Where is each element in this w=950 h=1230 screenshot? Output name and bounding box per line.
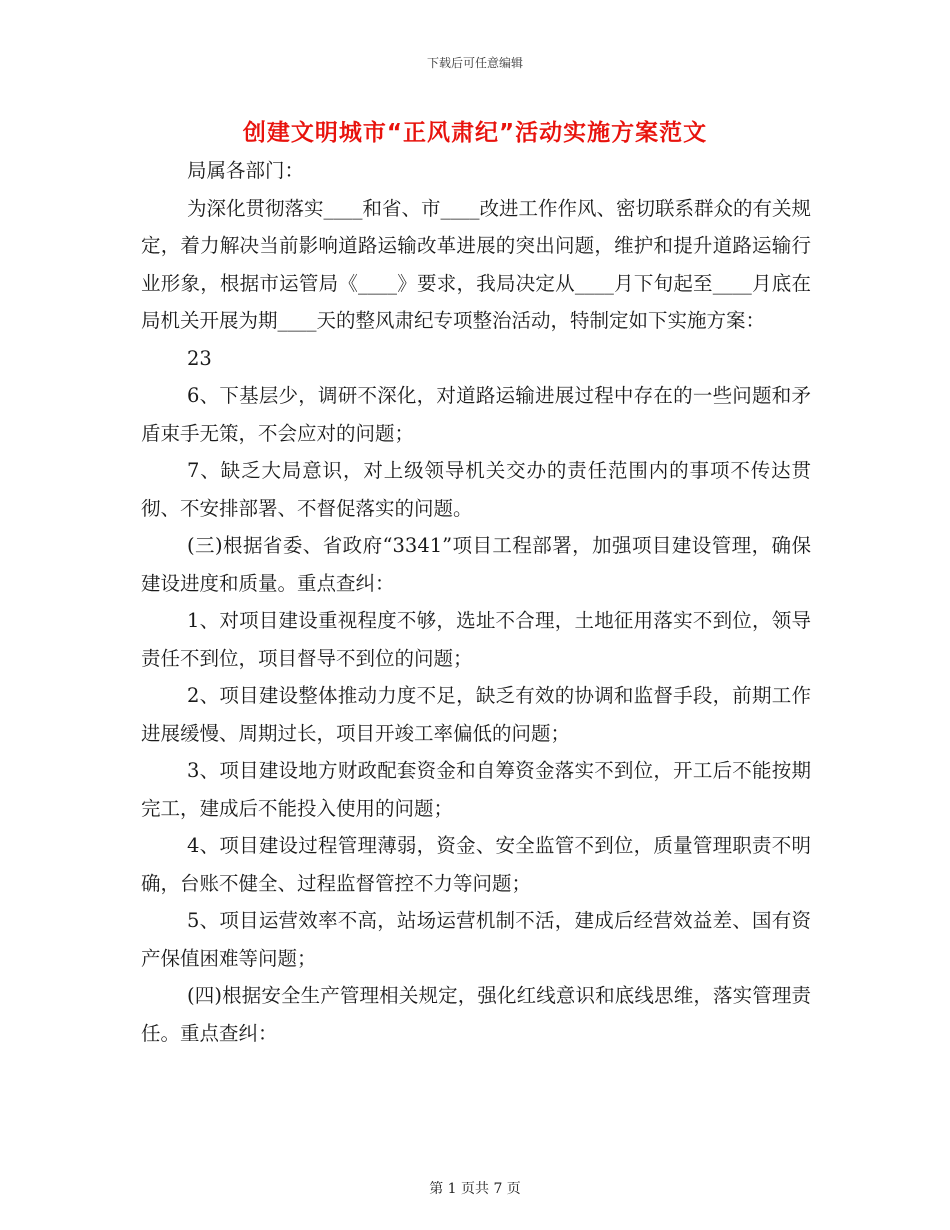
paragraph-number: 23 xyxy=(187,346,212,370)
paragraph-salutation: 局属各部门： xyxy=(187,159,305,182)
document-title: 创建文明城市“正风肃纪”活动实施方案范文 xyxy=(242,120,708,146)
paragraph-item-1: 1、对项目建设重视程度不够，选址不合理，土地征用落实不到位，领导责任不到位，项目督导不到位的问题； xyxy=(141,609,811,670)
page-number: 第 1 页共 7 页 xyxy=(429,1181,521,1197)
paragraph-section-3: (三)根据省委、省政府“3341”项目工程部署，加强项目建设管理，确保建设进度和质量。重点查纠： xyxy=(141,534,811,595)
paragraph-item-2: 2、项目建设整体推动力度不足，缺乏有效的协调和监督手段，前期工作进展缓慢、周期过长，项目开竣工率偏低的问题； xyxy=(141,684,811,745)
paragraph-item-3: 3、项目建设地方财政配套资金和自筹资金落实不到位，开工后不能按期完工，建成后不能投入使用的问题； xyxy=(141,759,811,820)
paragraph-item-5: 5、项目运营效率不高，站场运营机制不活，建成后经营效益差、国有资产保值困难等问题； xyxy=(141,909,811,970)
header-note: 下载后可任意编辑 xyxy=(426,56,523,70)
paragraph-section-4: (四)根据安全生产管理相关规定，强化红线意识和底线思维，落实管理责任。重点查纠： xyxy=(141,984,811,1045)
paragraph-item-7: 7、缺乏大局意识，对上级领导机关交办的责任范围内的事项不传达贯彻、不安排部署、不督促落实的问题。 xyxy=(141,459,811,520)
document-body xyxy=(141,152,811,1052)
paragraph-item-4: 4、项目建设过程管理薄弱，资金、安全监管不到位，质量管理职责不明确，台账不健全、过程监督管控不力等问题； xyxy=(141,834,811,895)
paragraph-item-6: 6、下基层少，调研不深化，对道路运输进展过程中存在的一些问题和矛盾束手无策，不会应对的问题； xyxy=(141,384,811,445)
paragraph-intro: 为深化贯彻落实____和省、市____改进工作作风、密切联系群众的有关规定，着力解决当前影响道路运输改革进展的突出问题，维护和提升道路运输行业形象，根据市运管局《____》要求，我局决定从____月下旬起至____月底在局机关开展为期____天的整风肃纪专项整治活动，特制定如下实施方案： xyxy=(141,196,812,332)
